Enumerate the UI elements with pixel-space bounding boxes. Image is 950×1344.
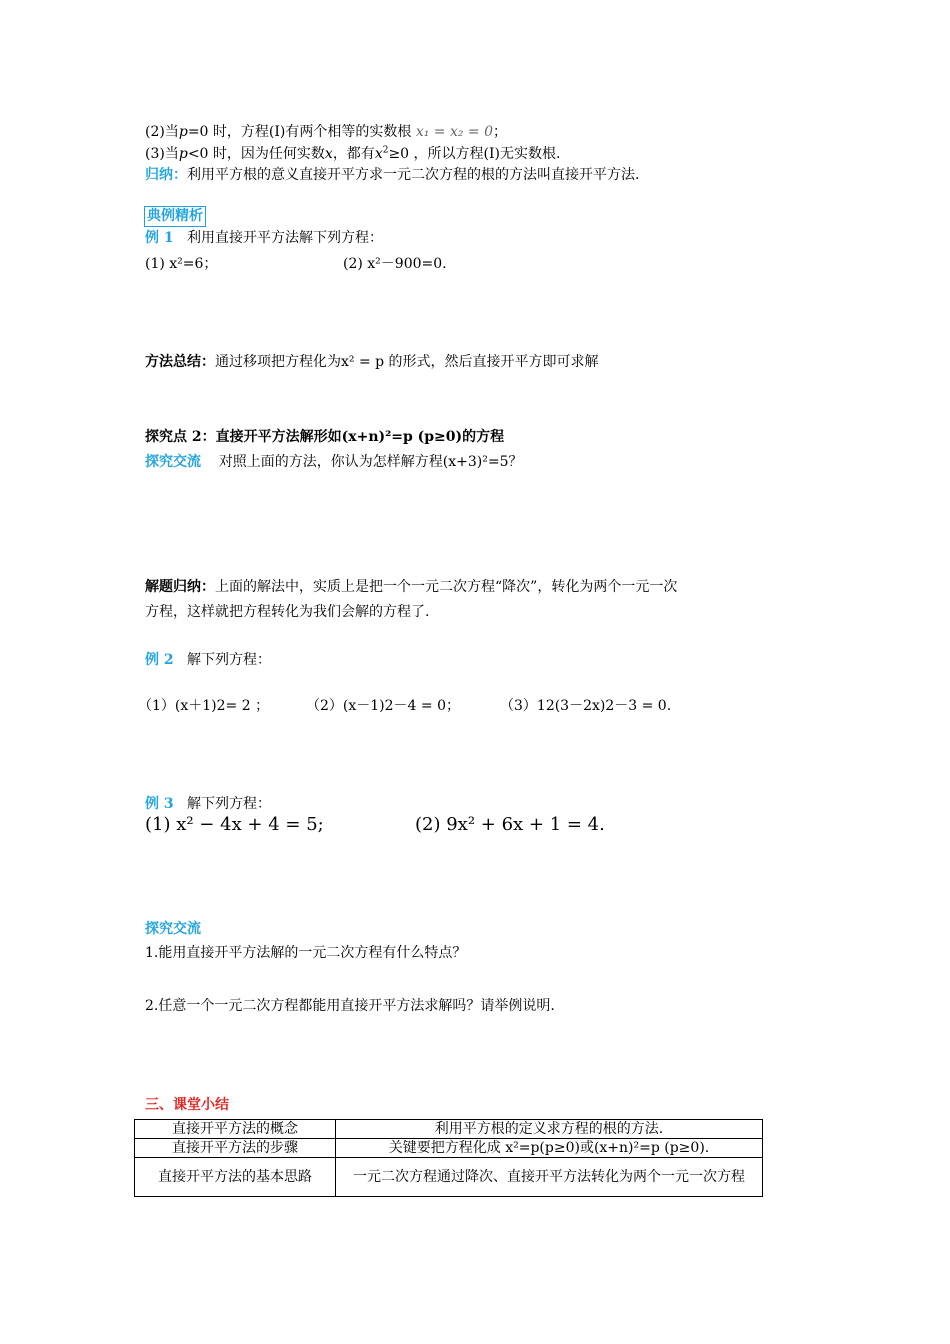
summary-1: 归纳：利用平方根的意义直接开平方求一元二次方程的根的方法叫直接开平方法. bbox=[145, 167, 640, 183]
explore-2-q1: 1.能用直接开平方法解的一元二次方程有什么特点？ bbox=[145, 945, 467, 961]
class-summary-title: 三、课堂小结 bbox=[145, 1097, 229, 1113]
table-cell-label: 直接开平方法的步骤 bbox=[135, 1139, 336, 1158]
table-cell-label: 直接开平方法的基本思路 bbox=[135, 1158, 336, 1197]
example-1-q2: (2) x²－900=0. bbox=[343, 256, 447, 272]
summary-table bbox=[134, 1119, 763, 1197]
example-3-q2: (2) 9x² + 6x + 1 = 4. bbox=[415, 814, 605, 835]
example-3-q1: (1) x² − 4x + 4 = 5; bbox=[145, 814, 324, 835]
table-cell-label: 直接开平方法的概念 bbox=[135, 1120, 336, 1139]
table-cell-content: 一元二次方程通过降次、直接开平方法转化为两个一元一次方程 bbox=[336, 1158, 763, 1197]
case-p-zero: (2)当p=0 时，方程(I)有两个相等的实数根 x₁ = x₂ = 0； bbox=[145, 124, 507, 140]
example-3-heading: 例 3 解下列方程： bbox=[145, 796, 271, 812]
table-cell-content: 利用平方根的定义求方程的根的方法. bbox=[336, 1120, 763, 1139]
table-row bbox=[135, 1120, 763, 1139]
point-2-title: 探究点 2：直接开平方法解形如(x+n)²=p (p≥0)的方程 bbox=[145, 429, 505, 445]
explore-1: 探究交流 对照上面的方法，你认为怎样解方程(x+3)²=5？ bbox=[145, 454, 523, 470]
solve-summary-1: 解题归纳：上面的解法中，实质上是把一个一元二次方程“降次”，转化为两个一元一次 bbox=[145, 579, 678, 595]
example-2-heading: 例 2 解下列方程： bbox=[145, 652, 271, 668]
section-box-examples: 典例精析 bbox=[144, 206, 206, 227]
example-1-heading: 例 1 利用直接开平方法解下列方程： bbox=[145, 230, 383, 246]
explore-2-heading: 探究交流 bbox=[145, 921, 201, 937]
method-summary: 方法总结：通过移项把方程化为x² = p 的形式，然后直接开平方即可求解 bbox=[145, 354, 599, 370]
example-2-q1: （1）(x＋1)2= 2 ； bbox=[138, 698, 270, 714]
table-cell-content: 关键要把方程化成 x²=p(p≥0)或(x+n)²=p (p≥0). bbox=[336, 1139, 763, 1158]
case-p-negative: (3)当p<0 时，因为任何实数x，都有$x^2\ge 0$ ，所以方程(I)无实数根. bbox=[145, 145, 561, 162]
example-2-q2: （2）(x－1)2－4 = 0； bbox=[306, 698, 460, 714]
table-row bbox=[135, 1158, 763, 1197]
root-formula: x₁ = x₂ = 0 bbox=[415, 124, 493, 140]
example-1-q1: (1) x²=6； bbox=[145, 256, 218, 272]
explore-2-q2: 2.任意一个一元二次方程都能用直接开平方法求解吗？请举例说明. bbox=[145, 998, 555, 1014]
example-2-q3: （3）12(3－2x)2－3 = 0. bbox=[500, 698, 672, 714]
solve-summary-2: 方程，这样就把方程转化为我们会解的方程了. bbox=[145, 604, 430, 620]
table-row bbox=[135, 1139, 763, 1158]
